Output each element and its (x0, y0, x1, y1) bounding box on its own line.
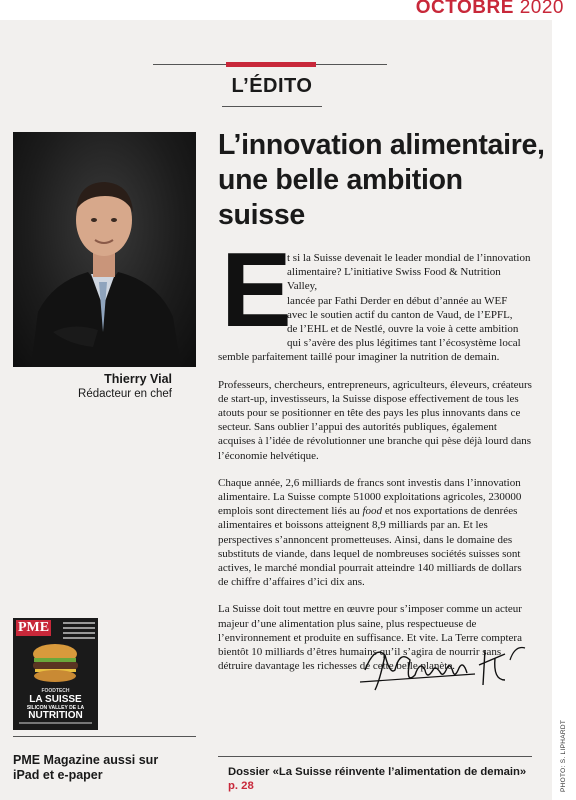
cover-teasers (63, 622, 95, 642)
cover-tag: FOODTECH (41, 688, 70, 694)
para1-line: semble parfaitement taillé pour imaginer la nutrition de demain. (218, 351, 500, 364)
paragraph-4: La Suisse doit tout mettre en œuvre pour s’imposer comme un acteur majeur d’une alimentation plus saine, plus respectueuse de l’environnement et produite en suffisance. Et vite. La Terre comptera bientôt 10 milliards d’êtres humains qu’il s’agira de nourrir sans détruire davantage les richesses de cette belle planète. (218, 603, 522, 673)
cover-footer (19, 722, 92, 724)
magazine-caption: PME Magazine aussi sur iPad et e-paper (13, 753, 159, 782)
cover-headline: NUTRITION (28, 710, 83, 721)
dossier-reference[interactable] (228, 765, 538, 793)
author-photo (13, 132, 196, 367)
para1-line: qui s’avère des plus légitimes tant l’écosystème local (287, 337, 521, 350)
article-page (0, 20, 552, 800)
para3-text: Chaque année, 2,6 milliards de francs sont investis dans l’innovation alimentaire. La Suisse compte 51000 exploitations agricoles, 230000 emplois sont directement liés au (218, 476, 522, 518)
section-accent-bar (226, 62, 316, 67)
photo-credit: PHOTO: S. LIPHARDT (560, 719, 567, 792)
article-body (218, 231, 532, 686)
dossier-rule (218, 756, 532, 757)
drop-cap-letter: E (221, 231, 292, 349)
author-name: Thierry Vial (104, 372, 172, 386)
para3-emphasis: food (362, 505, 383, 518)
issue-year: 2020 (519, 0, 564, 18)
para1-line: alimentaire? L’initiative Swiss Food & Nutrition Valley, (287, 266, 501, 293)
section-underline (222, 106, 322, 107)
para1-line: lancée par Fathi Derder en début d’année au WEF (287, 294, 508, 307)
para1-line: avec le soutien actif du canton de Vaud, de l’EPFL, (287, 308, 513, 321)
magazine-cover[interactable] (13, 618, 98, 730)
burger-image (28, 644, 83, 684)
magazine-logo: PME (18, 620, 50, 635)
para3-text: et nos exportations de denrées alimentaires et boissons atteignent 8,9 milliards par an. Et les perspectives s’annoncent prometteuses. Ainsi, dans le domaine des substituts de viande, dans lequel de nombreuses sociétés suisses sont actives, le marché mondial pourrait atteindre 140 milliards de dollars de chiffre d’affaires d’ici dix ans. (218, 505, 522, 589)
paragraph-3 (218, 476, 532, 590)
paragraph-2: Professeurs, chercheurs, entrepreneurs, agriculteurs, éleveurs, créateurs de start-up, investisseurs, la Suisse dispose effectivement de tous les atouts pour se positionner en tête des pays les plus innovants dans ce secteur. Sans oublier l’appui des autorités publiques, également acquises à l’idée de révolutionner une branche qui pèse déjà lourd dans l’économie helvétique. (218, 378, 532, 462)
author-signature (355, 640, 530, 700)
para1-line: de l’EHL et de Nestlé, ouvre la voie à cette ambition (287, 323, 519, 336)
author-role: Rédacteur en chef (78, 388, 172, 400)
section-title: L’ÉDITO (231, 75, 313, 97)
caption-rule (13, 736, 196, 737)
para1-line: t si la Suisse devenait le leader mondial de l’innovation (287, 252, 531, 264)
issue-date (416, 0, 564, 19)
dossier-title: Dossier «La Suisse réinvente l’alimentation de demain» (228, 766, 527, 778)
article-title: L’innovation alimentaire, une belle ambition suisse (218, 129, 545, 231)
cover-headline: LA SUISSE (29, 694, 82, 705)
dossier-page: p. 28 (228, 780, 254, 792)
cover-headline: SILICON VALLEY DE LA (26, 705, 85, 711)
issue-month: OCTOBRE (415, 0, 514, 18)
drop-cap (221, 231, 292, 349)
